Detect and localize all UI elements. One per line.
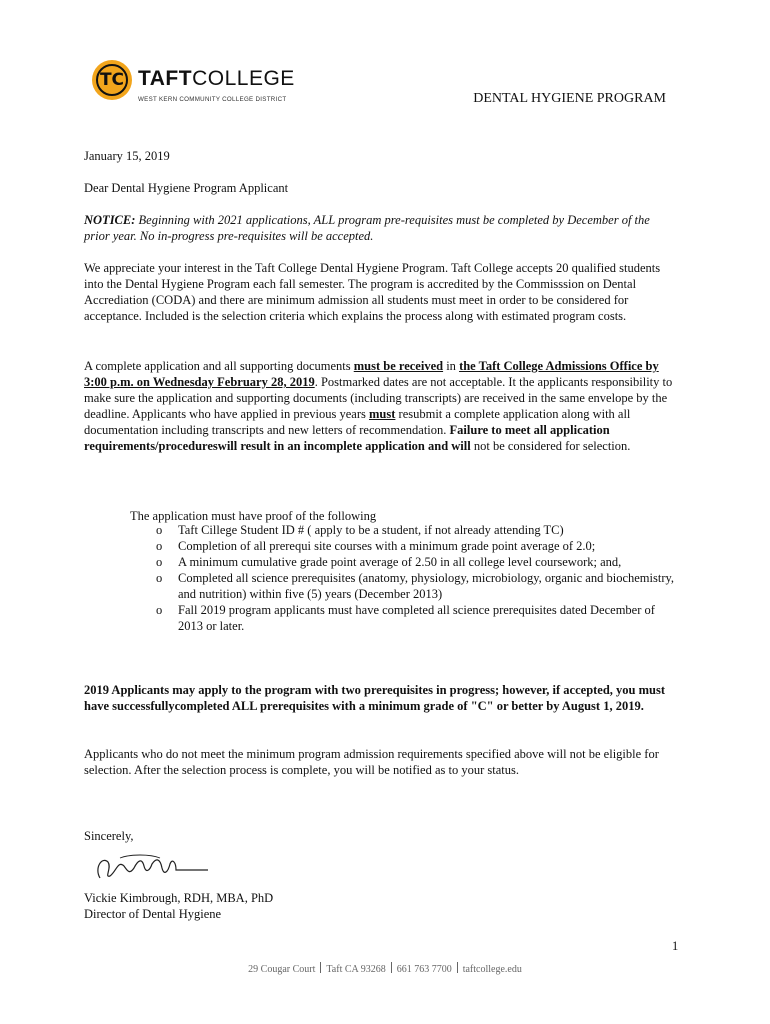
- proof-list: [156, 522, 676, 634]
- footer: [0, 962, 770, 978]
- signer-block: [84, 890, 674, 922]
- tc-seal-icon: [92, 60, 132, 100]
- salutation: Dear Dental Hygiene Program Applicant: [84, 181, 289, 195]
- footer-city: Taft CA 93268: [326, 964, 386, 975]
- footer-separator: [391, 962, 392, 973]
- logo-mark-text: TC: [99, 70, 125, 90]
- deadline-paragraph: A complete application and all supporting documents must be received in the Taft College Admissions Office by 3:00 p.m. on Wednesday February 28, 2019. Postmarked dates are not acceptable. It the applicants responsibility to make sure the application and supporting documents (including transcripts) are received in the same envelope by the deadline. Applicants who have applied in previous years must resubmit a complete application along with all documentation including transcripts and new letters of recommendation. Failure to meet all application requirements/procedureswill result in an incomplete application and will not be considered for selection.: [84, 359, 673, 453]
- list-item: o Completed all science prerequisites (anatomy, physiology, microbiology, organic and biochemistry, and nutrition) within five (5) years (December 2013): [156, 571, 675, 601]
- proof-heading: The application must have proof of the following: [130, 509, 377, 523]
- signer-title: Director of Dental Hygiene: [84, 907, 222, 921]
- list-item: o Taft Cillege Student ID # ( apply to be a student, if not already attending TC): [156, 523, 564, 537]
- footer-address: 29 Cougar Court: [248, 964, 316, 975]
- footer-website: taftcollege.edu: [462, 964, 522, 975]
- signer-name: Vickie Kimbrough, RDH, MBA, PhD: [84, 891, 274, 905]
- logo-subtitle: WEST KERN COMMUNITY COLLEGE DISTRICT: [138, 96, 287, 103]
- closing: Sincerely,: [84, 829, 134, 843]
- logo-name: TAFTCOLLEGE: [138, 67, 295, 90]
- intro-paragraph: We appreciate your interest in the Taft College Dental Hygiene Program. Taft College accepts 20 qualified students into the Dental Hygiene Program each fall semester. The program is accredited by the Commisssion on Dental Accrediation (CODA) and there are minimum admission all students must meet in order to be considered for acceptance. Included is the selection criteria which explains the process along with estimated program costs.: [84, 261, 661, 323]
- footer-separator: [457, 962, 458, 973]
- notice-paragraph: NOTICE: Beginning with 2021 applications, ALL program pre-requisites must be completed by December of the prior year. No in-progress pre-requisites will be accepted.: [84, 213, 650, 243]
- notice-label: NOTICE:: [84, 213, 136, 227]
- list-item: o Completion of all prerequi site courses with a minimum grade point average of 2.0;: [156, 539, 596, 553]
- footer-separator: [320, 962, 321, 973]
- prerequisites-in-progress-paragraph: 2019 Applicants may apply to the program with two prerequisites in progress; however, if accepted, you must have successfullycompleted ALL prerequisites with a minimum grade of "C" or better by August 1, 2019.: [84, 683, 666, 713]
- list-item: o Fall 2019 program applicants must have completed all science prerequisites dated December of 2013 or later.: [156, 603, 655, 633]
- taft-college-logo: [92, 58, 295, 106]
- list-item: o A minimum cumulative grade point average of 2.50 in all college level coursework; and,: [156, 555, 622, 569]
- letter-date: January 15, 2019: [84, 149, 170, 163]
- page-number: 1: [672, 939, 679, 953]
- program-title: DENTAL HYGIENE PROGRAM: [473, 91, 666, 106]
- signature-image: [90, 848, 210, 888]
- footer-phone: 661 763 7700: [396, 964, 452, 975]
- eligibility-paragraph: Applicants who do not meet the minimum program admission requirements specified above will not be eligible for selection. After the selection process is complete, you will be notified as to your status.: [84, 747, 659, 777]
